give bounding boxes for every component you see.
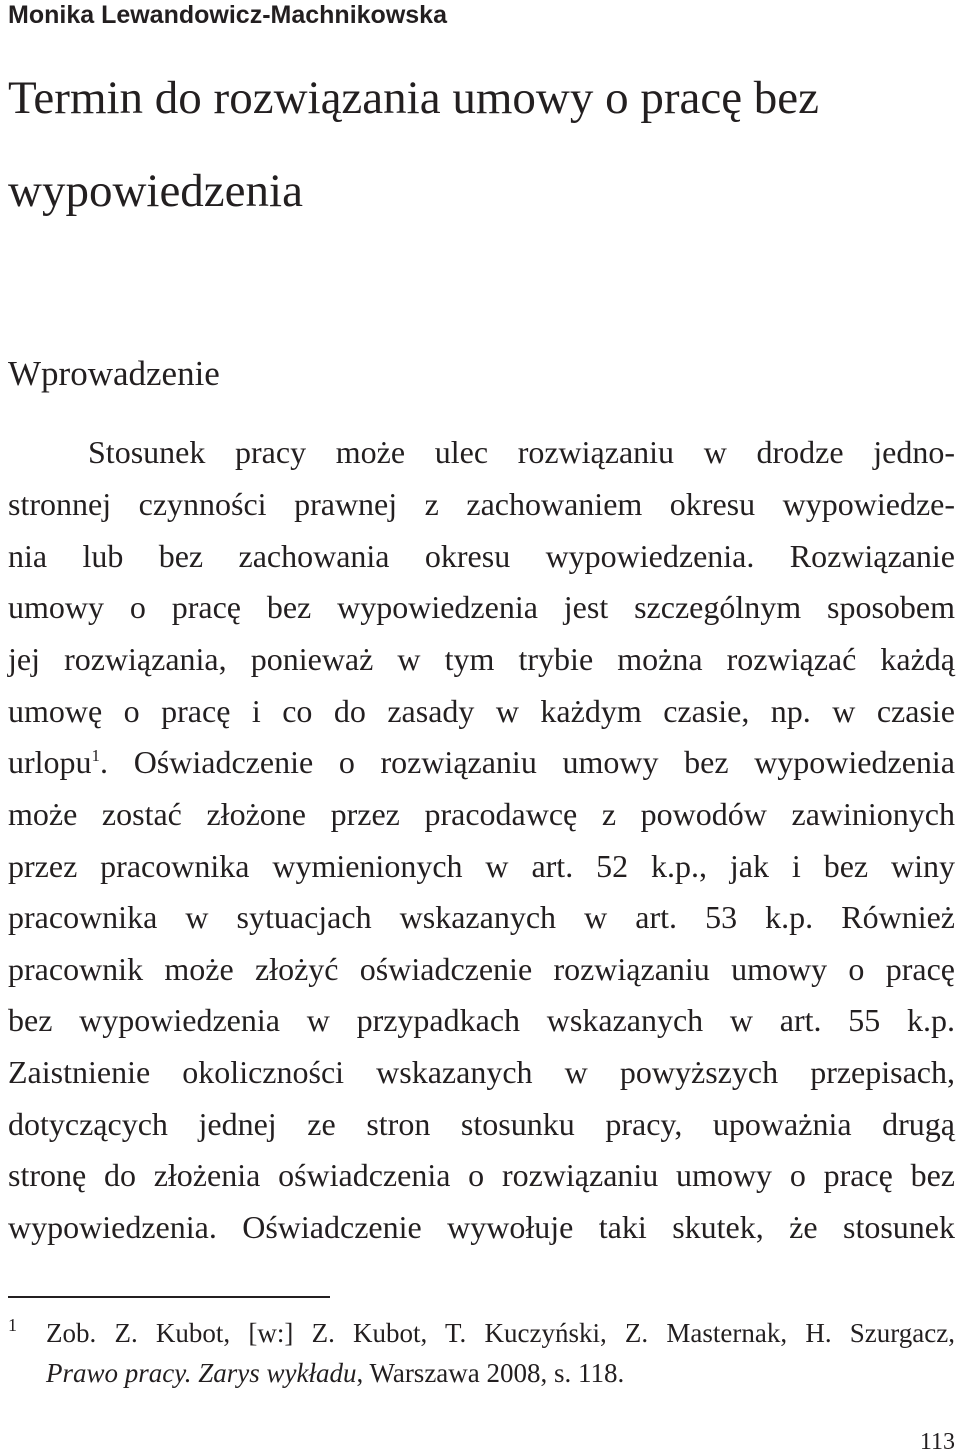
article-title-line-2: wypowiedzenia xyxy=(8,165,303,217)
footnote-line-2 xyxy=(46,1355,955,1391)
body-line-start: urlopu xyxy=(8,744,92,780)
footnote-citation-rest: , Warszawa 2008, s. 118. xyxy=(356,1358,625,1388)
article-title-line-1: Termin do rozwiązania umowy o pracę bez xyxy=(8,72,820,124)
running-header-author: Monika Lewandowicz-Machnikowska xyxy=(8,1,447,29)
body-line: nia lub bez zachowania okresu wypowiedzenia. Rozwiązanie xyxy=(8,538,955,574)
section-heading: Wprowadzenie xyxy=(8,354,220,393)
footnote-reference: 1 xyxy=(91,746,101,765)
body-line: stronę do złożenia oświadczenia o rozwiązaniu umowy o pracę bez xyxy=(8,1157,955,1193)
body-line-rest: . Oświadczenie o rozwiązaniu umowy bez wypowiedzenia xyxy=(100,744,955,780)
body-line xyxy=(8,742,955,782)
body-line: Zaistnienie okoliczności wskazanych w powyższych przepisach, xyxy=(8,1054,955,1090)
footnote-number: 1 xyxy=(8,1315,17,1335)
footnote-separator xyxy=(8,1296,330,1298)
body-line: wypowiedzenia. Oświadczenie wywołuje taki skutek, że stosunek xyxy=(8,1209,955,1245)
body-line: dotyczących jednej ze stron stosunku pracy, upoważnia drugą xyxy=(8,1106,955,1142)
footnote-line-1: Zob. Z. Kubot, [w:] Z. Kubot, T. Kuczyński, Z. Masternak, H. Szurgacz, xyxy=(46,1318,955,1348)
body-line: stronnej czynności prawnej z zachowaniem okresu wypowiedze- xyxy=(8,486,955,522)
body-line: Stosunek pracy może ulec rozwiązaniu w drodze jedno- xyxy=(88,434,955,470)
body-line: bez wypowiedzenia w przypadkach wskazanych w art. 55 k.p. xyxy=(8,1002,955,1038)
footnote-book-title: Prawo pracy. Zarys wykładu xyxy=(46,1358,357,1388)
body-line: pracownik może złożyć oświadczenie rozwiązaniu umowy o pracę xyxy=(8,951,955,987)
body-line: jej rozwiązania, ponieważ w tym trybie można rozwiązać każdą xyxy=(8,641,955,677)
page-number: 113 xyxy=(919,1429,955,1455)
body-line: umowy o pracę bez wypowiedzenia jest szczególnym sposobem xyxy=(8,589,955,625)
body-line: przez pracownika wymienionych w art. 52 k.p., jak i bez winy xyxy=(8,848,955,884)
body-line: umowę o pracę i co do zasady w każdym czasie, np. w czasie xyxy=(8,693,955,729)
body-line: może zostać złożone przez pracodawcę z powodów zawinionych xyxy=(8,796,955,832)
body-line: pracownika w sytuacjach wskazanych w art. 53 k.p. Również xyxy=(8,899,955,935)
